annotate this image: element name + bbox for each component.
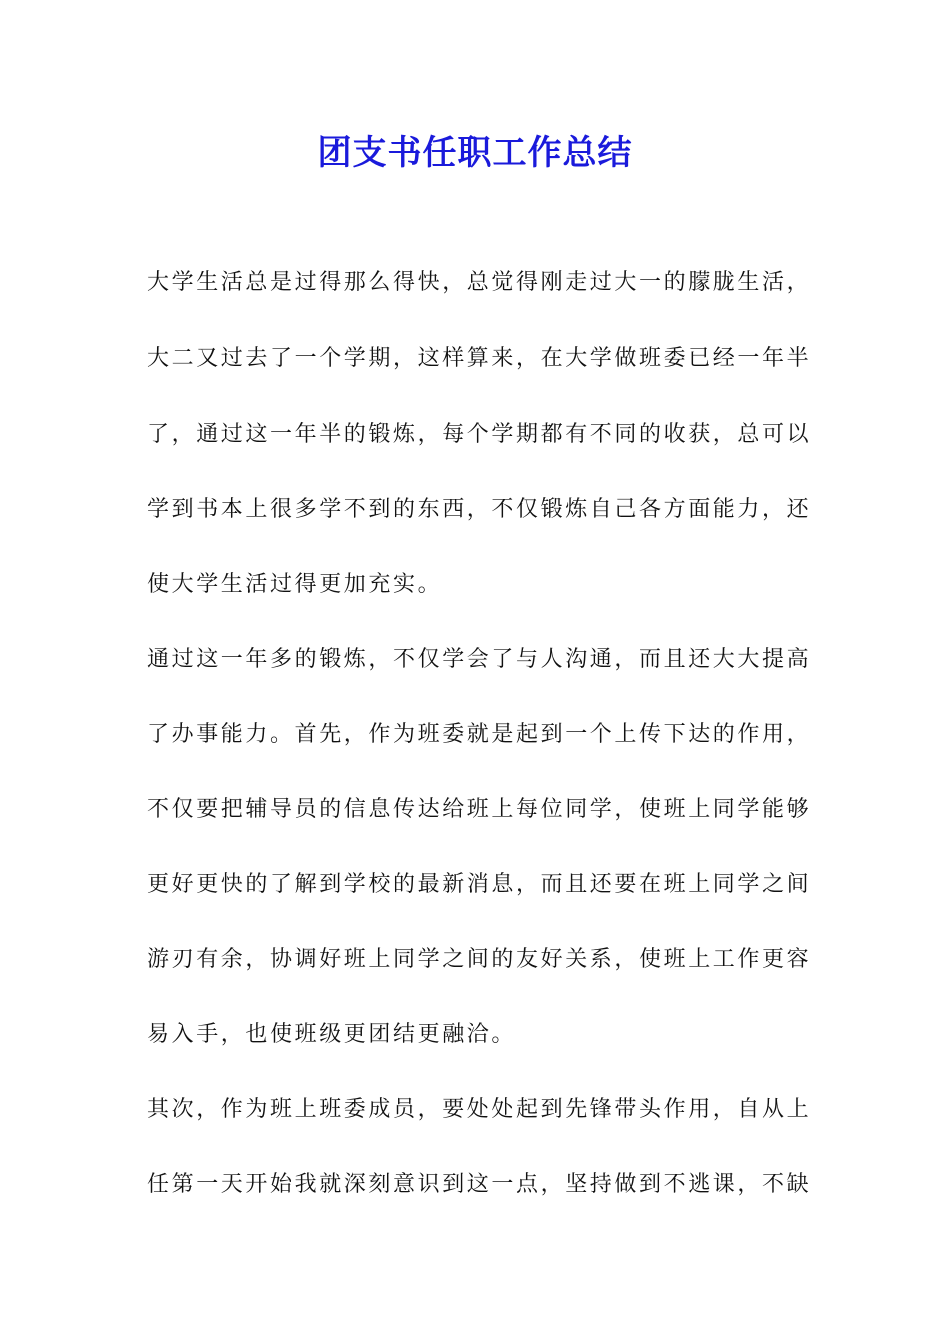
- body-line-2: 大二又过去了一个学期，这样算来，在大学做班委已经一年半: [147, 346, 812, 371]
- body-line-1: 大学生活总是过得那么得快，总觉得刚走过大一的朦胧生活，: [147, 270, 812, 295]
- document-title: 团支书任职工作总结: [317, 133, 633, 173]
- body-line-3: 了，通过这一年半的锻炼，每个学期都有不同的收获，总可以: [147, 422, 812, 447]
- body-line-8: 不仅要把辅导员的信息传达给班上每位同学，使班上同学能够: [147, 797, 812, 822]
- body-line-13: 任第一天开始我就深刻意识到这一点，坚持做到不逃课，不缺: [147, 1172, 812, 1197]
- body-line-4: 学到书本上很多学不到的东西，不仅锻炼自己各方面能力，还: [147, 497, 812, 522]
- body-line-9: 更好更快的了解到学校的最新消息，而且还要在班上同学之间: [147, 872, 812, 897]
- body-line-11: 易入手，也使班级更团结更融洽。: [147, 1022, 517, 1047]
- body-line-5: 使大学生活过得更加充实。: [147, 572, 443, 597]
- body-line-6: 通过这一年多的锻炼，不仅学会了与人沟通，而且还大大提高: [147, 647, 812, 672]
- body-line-10: 游刃有余，协调好班上同学之间的友好关系，使班上工作更容: [147, 947, 812, 972]
- body-line-12: 其次，作为班上班委成员，要处处起到先锋带头作用，自从上: [147, 1097, 812, 1122]
- body-line-7: 了办事能力。首先，作为班委就是起到一个上传下达的作用，: [147, 722, 812, 747]
